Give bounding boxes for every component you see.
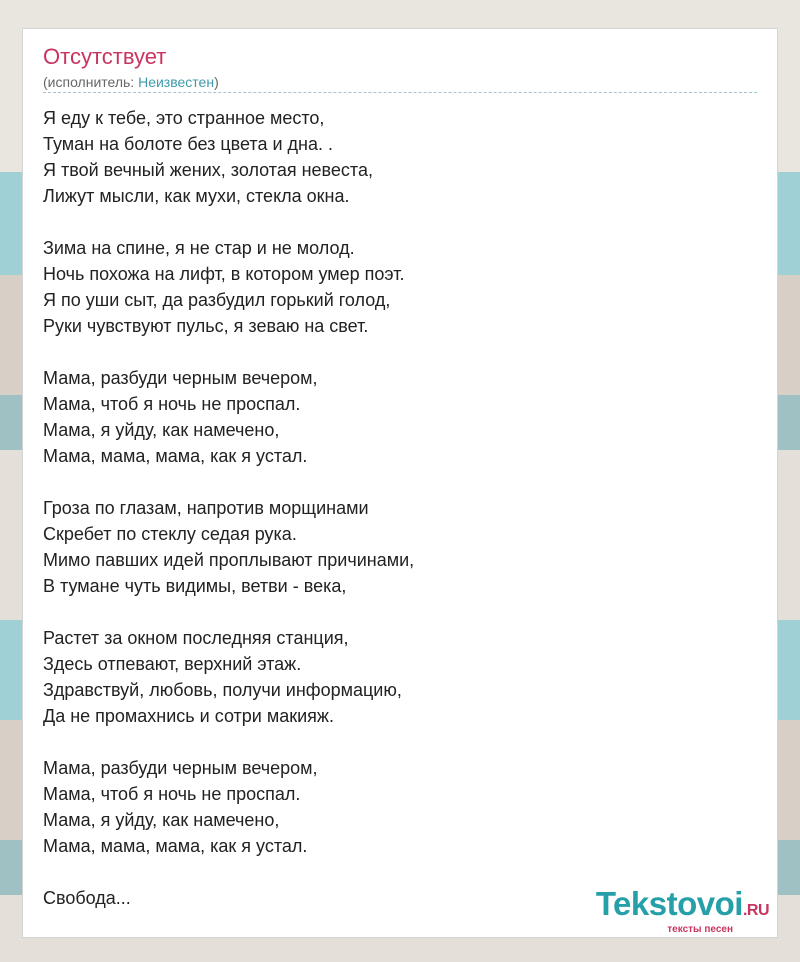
logo-subtitle: тексты песен bbox=[667, 924, 733, 935]
stanza bbox=[43, 625, 743, 729]
lyric-line: Мама, мама, мама, как я устал. bbox=[43, 836, 308, 856]
chorus bbox=[43, 755, 743, 859]
artist-link[interactable]: Неизвестен bbox=[138, 74, 215, 90]
lyric-line: Свобода... bbox=[43, 888, 131, 908]
lyric-line: Гроза по глазам, напротив морщинами bbox=[43, 498, 369, 518]
artist-prefix: (исполнитель: bbox=[43, 74, 139, 90]
lyric-line: Туман на болоте без цвета и дна. . bbox=[43, 134, 333, 154]
lyric-line: Я еду к тебе, это странное место, bbox=[43, 108, 325, 128]
lyric-line: Да не промахнись и сотри макияж. bbox=[43, 706, 334, 726]
chorus bbox=[43, 365, 743, 469]
lyric-line: Ночь похожа на лифт, в котором умер поэт. bbox=[43, 264, 405, 284]
lyrics-card bbox=[22, 28, 778, 938]
tekstovoi-logo[interactable] bbox=[596, 887, 769, 935]
lyric-line: Мама, разбуди черным вечером, bbox=[43, 368, 318, 388]
lyric-line: Лижут мысли, как мухи, стекла окна. bbox=[43, 186, 350, 206]
lyric-line: Мимо павших идей проплывают причинами, bbox=[43, 550, 415, 570]
logo-main-text: Tekstovoi bbox=[595, 885, 743, 922]
stanza-gap bbox=[43, 469, 743, 495]
lyric-line: В тумане чуть видимы, ветви - века, bbox=[43, 576, 347, 596]
lyric-line: Здесь отпевают, верхний этаж. bbox=[43, 654, 302, 674]
stanza-gap bbox=[43, 729, 743, 755]
lyric-line: Растет за окном последняя станция, bbox=[43, 628, 349, 648]
lyric-line: Мама, я уйду, как намечено, bbox=[43, 810, 280, 830]
lyric-line: Я твой вечный жених, золотая невеста, bbox=[43, 160, 373, 180]
artist-suffix: ) bbox=[214, 74, 219, 90]
stanza bbox=[43, 235, 743, 339]
lyrics-text bbox=[43, 105, 743, 911]
song-title: Отсутствует bbox=[43, 44, 167, 69]
divider bbox=[43, 92, 757, 93]
lyric-line: Здравствуй, любовь, получи информацию, bbox=[43, 680, 402, 700]
lyric-line: Мама, чтоб я ночь не проспал. bbox=[43, 394, 301, 414]
lyric-line: Скребет по стеклу седая рука. bbox=[43, 524, 297, 544]
stanza-gap bbox=[43, 339, 743, 365]
lyric-line: Зима на спине, я не стар и не молод. bbox=[43, 238, 355, 258]
stanza bbox=[43, 495, 743, 599]
lyric-line: Мама, чтоб я ночь не проспал. bbox=[43, 784, 301, 804]
stanza-gap bbox=[43, 209, 743, 235]
lyric-line: Я по уши сыт, да разбудил горький голод, bbox=[43, 290, 391, 310]
lyric-line: Мама, разбуди черным вечером, bbox=[43, 758, 318, 778]
lyric-line: Мама, мама, мама, как я устал. bbox=[43, 446, 308, 466]
logo-tld: .RU bbox=[742, 902, 769, 919]
stanza bbox=[43, 105, 743, 209]
lyric-line: Руки чувствуют пульс, я зеваю на свет. bbox=[43, 316, 369, 336]
artist-line bbox=[43, 73, 219, 91]
stanza-gap bbox=[43, 599, 743, 625]
logo-wordmark bbox=[596, 887, 769, 928]
stanza-gap bbox=[43, 859, 743, 885]
lyric-line: Мама, я уйду, как намечено, bbox=[43, 420, 280, 440]
